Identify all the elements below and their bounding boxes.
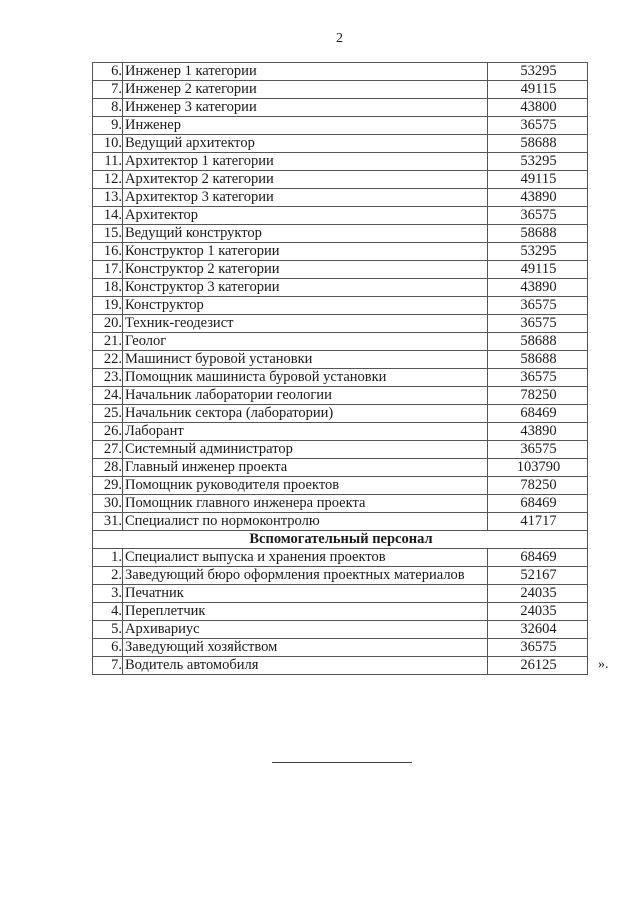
salary-value: 43890: [488, 189, 588, 207]
row-number: 8.: [93, 99, 123, 117]
salary-value: 53295: [488, 243, 588, 261]
row-number: 24.: [93, 387, 123, 405]
page-number: 2: [336, 31, 343, 46]
salary-value: 36575: [488, 207, 588, 225]
row-number: 28.: [93, 459, 123, 477]
row-number: 13.: [93, 189, 123, 207]
position-name: Помощник главного инженера проекта: [123, 495, 488, 513]
table-row: [93, 405, 588, 423]
row-number: 26.: [93, 423, 123, 441]
salary-value: 58688: [488, 351, 588, 369]
table-row: [93, 315, 588, 333]
row-number: 21.: [93, 333, 123, 351]
row-number: 10.: [93, 135, 123, 153]
position-name: Помощник машиниста буровой установки: [123, 369, 488, 387]
position-name: Лаборант: [123, 423, 488, 441]
row-number: 3.: [93, 585, 123, 603]
position-name: Ведущий архитектор: [123, 135, 488, 153]
salary-value: 43800: [488, 99, 588, 117]
table-row: [93, 639, 588, 657]
section-title: Вспомогательный персонал: [93, 531, 588, 549]
table-row: [93, 153, 588, 171]
table-row: [93, 171, 588, 189]
row-number: 23.: [93, 369, 123, 387]
position-name: Водитель автомобиля: [123, 657, 488, 675]
section-row: [93, 531, 588, 549]
main-staff-rows: [93, 63, 588, 531]
table-row: [93, 99, 588, 117]
salary-value: 49115: [488, 261, 588, 279]
row-number: 4.: [93, 603, 123, 621]
table-row: [93, 657, 588, 675]
table-row: [93, 351, 588, 369]
row-number: 6.: [93, 639, 123, 657]
position-name: Системный администратор: [123, 441, 488, 459]
table-row: [93, 549, 588, 567]
table-row: [93, 207, 588, 225]
table-row: [93, 297, 588, 315]
position-name: Инженер: [123, 117, 488, 135]
table-row: [93, 189, 588, 207]
row-number: 7.: [93, 81, 123, 99]
aux-staff-rows: [93, 549, 588, 675]
position-name: Архивариус: [123, 621, 488, 639]
table-row: [93, 459, 588, 477]
position-name: Заведующий хозяйством: [123, 639, 488, 657]
table-row: [93, 567, 588, 585]
table-row: [93, 81, 588, 99]
position-name: Специалист выпуска и хранения проектов: [123, 549, 488, 567]
table-row: [93, 513, 588, 531]
salary-value: 36575: [488, 117, 588, 135]
position-name: Конструктор: [123, 297, 488, 315]
table-row: [93, 333, 588, 351]
salary-value: 49115: [488, 81, 588, 99]
row-number: 20.: [93, 315, 123, 333]
salary-value: 24035: [488, 585, 588, 603]
row-number: 30.: [93, 495, 123, 513]
position-name: Архитектор 2 категории: [123, 171, 488, 189]
salary-value: 24035: [488, 603, 588, 621]
salary-value: 53295: [488, 63, 588, 81]
salary-value: 49115: [488, 171, 588, 189]
salary-value: 68469: [488, 495, 588, 513]
closing-quote: ».: [598, 657, 609, 672]
row-number: 12.: [93, 171, 123, 189]
row-number: 22.: [93, 351, 123, 369]
row-number: 2.: [93, 567, 123, 585]
position-name: Специалист по нормоконтролю: [123, 513, 488, 531]
salary-value: 36575: [488, 315, 588, 333]
row-number: 15.: [93, 225, 123, 243]
table-row: [93, 441, 588, 459]
salary-value: 43890: [488, 279, 588, 297]
salary-value: 43890: [488, 423, 588, 441]
table-row: [93, 477, 588, 495]
table-row: [93, 63, 588, 81]
salary-value: 36575: [488, 639, 588, 657]
table-row: [93, 279, 588, 297]
table-row: [93, 603, 588, 621]
position-name: Конструктор 3 категории: [123, 279, 488, 297]
row-number: 16.: [93, 243, 123, 261]
table-row: [93, 585, 588, 603]
salary-value: 58688: [488, 333, 588, 351]
divider-line: [272, 762, 412, 763]
position-name: Заведующий бюро оформления проектных материалов: [123, 567, 488, 585]
position-name: Инженер 2 категории: [123, 81, 488, 99]
position-name: Переплетчик: [123, 603, 488, 621]
row-number: 1.: [93, 549, 123, 567]
salary-value: 41717: [488, 513, 588, 531]
salary-value: 36575: [488, 297, 588, 315]
position-name: Архитектор 1 категории: [123, 153, 488, 171]
position-name: Архитектор: [123, 207, 488, 225]
position-name: Конструктор 1 категории: [123, 243, 488, 261]
position-name: Главный инженер проекта: [123, 459, 488, 477]
salary-value: 103790: [488, 459, 588, 477]
position-name: Машинист буровой установки: [123, 351, 488, 369]
row-number: 14.: [93, 207, 123, 225]
position-name: Инженер 3 категории: [123, 99, 488, 117]
position-name: Ведущий конструктор: [123, 225, 488, 243]
salary-value: 78250: [488, 387, 588, 405]
table-row: [93, 423, 588, 441]
salary-value: 32604: [488, 621, 588, 639]
row-number: 6.: [93, 63, 123, 81]
salary-value: 53295: [488, 153, 588, 171]
row-number: 27.: [93, 441, 123, 459]
position-name: Техник-геодезист: [123, 315, 488, 333]
aux-section-header: [93, 531, 588, 549]
row-number: 18.: [93, 279, 123, 297]
salary-value: 36575: [488, 441, 588, 459]
position-name: Помощник руководителя проектов: [123, 477, 488, 495]
position-name: Печатник: [123, 585, 488, 603]
table-row: [93, 495, 588, 513]
row-number: 9.: [93, 117, 123, 135]
salary-value: 68469: [488, 549, 588, 567]
salary-value: 58688: [488, 225, 588, 243]
table-row: [93, 225, 588, 243]
table-row: [93, 369, 588, 387]
row-number: 11.: [93, 153, 123, 171]
row-number: 7.: [93, 657, 123, 675]
row-number: 31.: [93, 513, 123, 531]
position-name: Начальник лаборатории геологии: [123, 387, 488, 405]
salary-value: 26125: [488, 657, 588, 675]
salary-table: [92, 62, 588, 675]
row-number: 19.: [93, 297, 123, 315]
salary-value: 36575: [488, 369, 588, 387]
position-name: Геолог: [123, 333, 488, 351]
table-row: [93, 387, 588, 405]
table-row: [93, 261, 588, 279]
row-number: 29.: [93, 477, 123, 495]
row-number: 25.: [93, 405, 123, 423]
position-name: Начальник сектора (лаборатории): [123, 405, 488, 423]
salary-value: 78250: [488, 477, 588, 495]
row-number: 5.: [93, 621, 123, 639]
table-row: [93, 621, 588, 639]
table-row: [93, 117, 588, 135]
salary-value: 58688: [488, 135, 588, 153]
salary-value: 52167: [488, 567, 588, 585]
table-row: [93, 243, 588, 261]
position-name: Инженер 1 категории: [123, 63, 488, 81]
table-row: [93, 135, 588, 153]
row-number: 17.: [93, 261, 123, 279]
position-name: Архитектор 3 категории: [123, 189, 488, 207]
position-name: Конструктор 2 категории: [123, 261, 488, 279]
salary-value: 68469: [488, 405, 588, 423]
